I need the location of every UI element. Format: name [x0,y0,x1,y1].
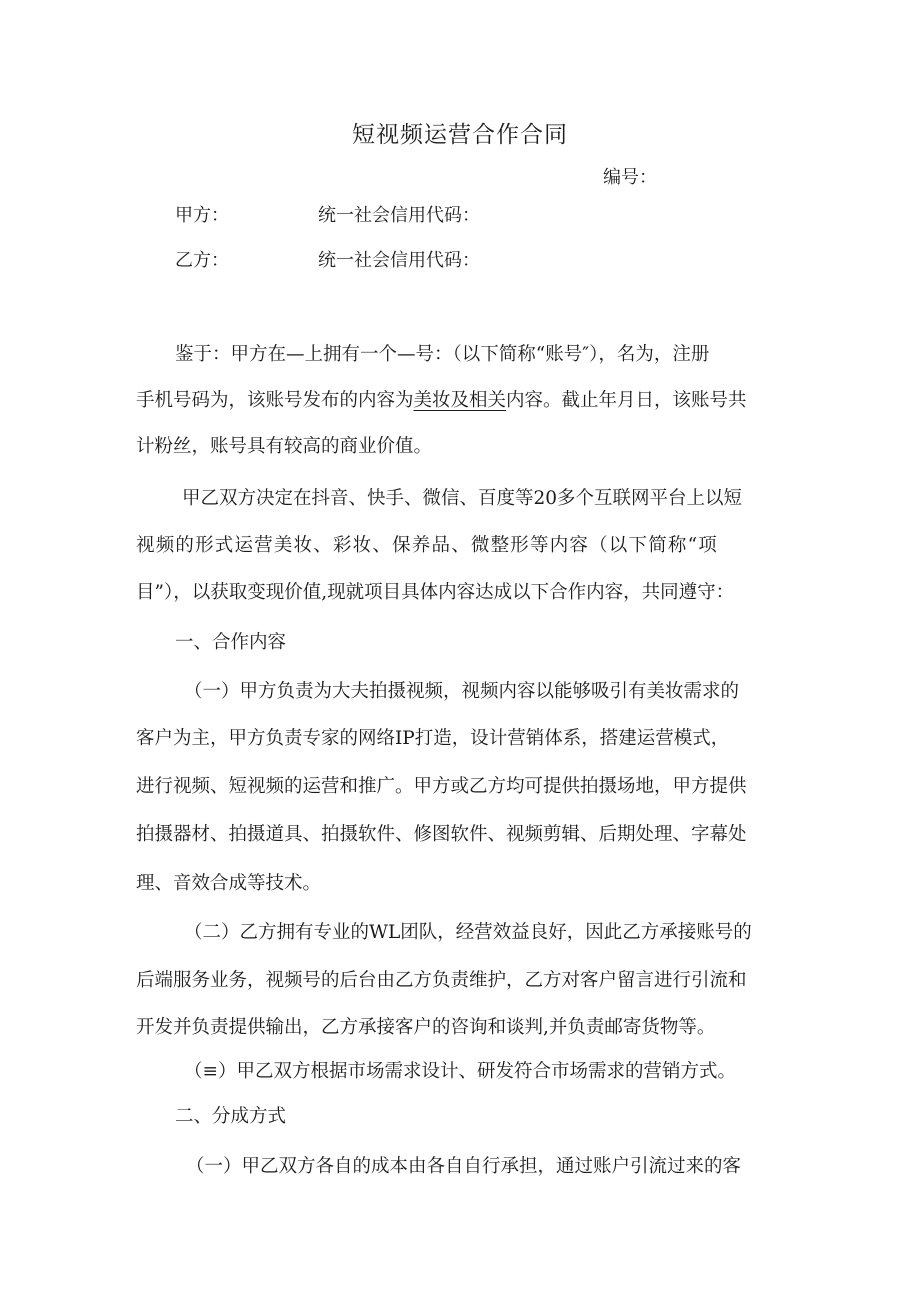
decision-line-3: 目”），以获取变现价值,现就项目具体内容达成以下合作内容，共同遵守： [136,582,735,603]
section-1-item-1-line-4: 拍摄器材、拍摄道具、拍摄软件、修图软件、视频剪辑、后期处理、字幕处 [136,824,747,845]
party-a-credit-code-label: 统一社会信用代码： [318,205,480,226]
section-1-item-2-line-3: 开发并负责提供输出，乙方承接客户的咨询和谈判,并负责邮寄货物等。 [136,1017,716,1038]
contract-number-label: 编号： [603,167,657,188]
section-1-item-1-line-1: （一）甲方负责为大夫拍摄视频，视频内容以能够吸引有美妆需求的 [184,681,740,702]
whereas-line-2-text-b: 内容。截止年月日，该账号共 [506,390,747,411]
whereas-line-2-text-a: 手机号码为，该账号发布的内容为 [136,390,414,411]
whereas-line-2 [136,386,747,412]
section-1-item-1-line-3: 进行视频、短视频的运营和推广。甲方或乙方均可提供拍摄场地，甲方提供 [136,776,747,797]
section-1-item-1-line-2: 客户为主，甲方负责专家的网络IP打造，设计营销体系，搭建运营模式， [136,728,730,749]
section-1-heading: 一、合作内容 [175,632,287,653]
party-b-label: 乙方： [175,250,229,271]
section-1-item-3-line-1: （≡）甲乙双方根据市场需求设计、研发符合市场需求的营销方式。 [184,1061,737,1082]
section-2-heading: 二、分成方式 [175,1106,287,1127]
section-1-item-2-line-1: （二）乙方拥有专业的WL团队，经营效益良好，因此乙方承接账号的 [184,922,752,943]
decision-line-2: 视频的形式运营美妆、彩妆、保养品、微整形等内容（以下简称“项 [136,535,718,556]
section-1-item-2-line-2: 后端服务业务，视频号的后台由乙方负责维护，乙方对客户留言进行引流和 [136,970,747,991]
whereas-underlined-content-type: 美妆及相关 [413,390,507,411]
whereas-line-3: 计粉丝，账号具有较高的商业价值。 [136,436,433,457]
decision-line-1: 甲乙双方决定在抖音、快手、微信、百度等20多个互联网平台上以短 [182,488,743,509]
document-title: 短视频运营合作合同 [352,122,568,148]
party-a-label: 甲方： [175,205,229,226]
section-2-item-1-line-1: （一）甲乙双方各自的成本由各自自行承担，通过账户引流过来的客 [186,1156,742,1177]
whereas-line-1: 鉴于：甲方在—上拥有一个—号：（以下简称“账号″），名为，注册 [175,344,710,365]
party-b-credit-code-label: 统一社会信用代码： [318,250,480,271]
section-1-item-1-line-5: 理、音效合成等技术。 [136,873,322,894]
